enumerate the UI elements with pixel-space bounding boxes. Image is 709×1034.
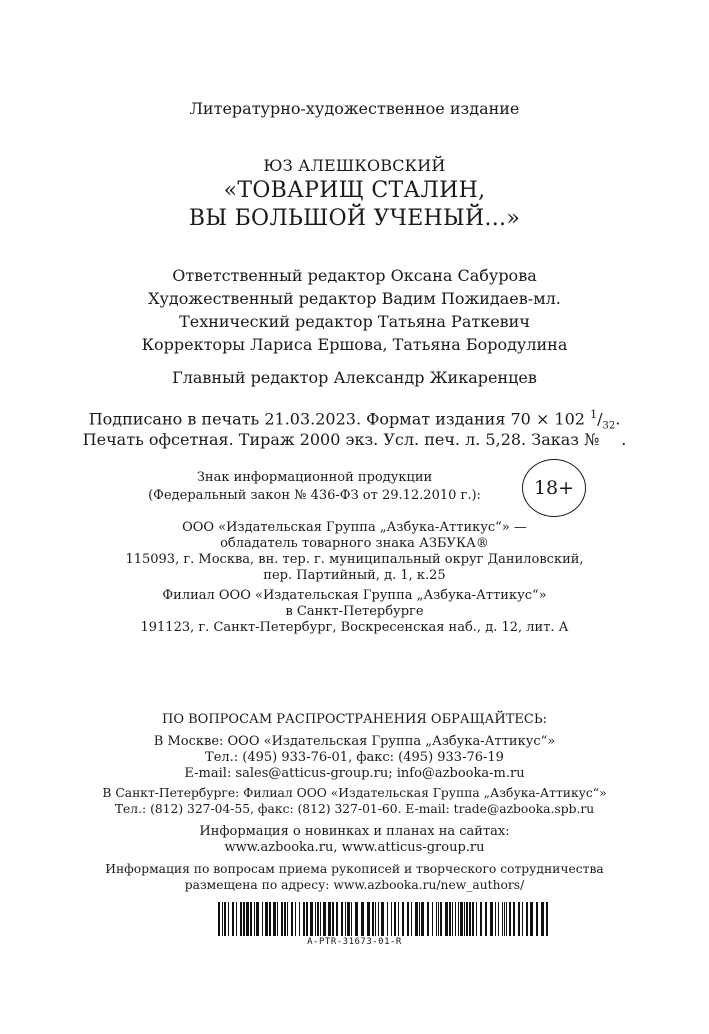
barcode-bar	[485, 902, 487, 936]
barcode-bar	[460, 902, 463, 936]
barcode-icon	[218, 902, 548, 936]
barcode-bar	[372, 902, 374, 936]
barcode-bar	[303, 902, 305, 936]
barcode-bar	[455, 902, 456, 936]
print-info-main: Подписано в печать 21.03.2023. Формат издания 70 × 102	[88, 409, 585, 429]
barcode-bar	[299, 902, 300, 936]
barcode-bar	[323, 902, 326, 936]
barcode-bar	[438, 902, 439, 936]
credit-line: Корректоры Лариса Ершова, Татьяна Бородулина	[141, 335, 568, 354]
barcode-bar	[317, 902, 319, 936]
branch-line: 191123, г. Санкт-Петербург, Воскресенская наб., д. 12, лит. А	[140, 620, 569, 635]
barcode-bar	[375, 902, 376, 936]
barcode-bar	[518, 902, 520, 936]
barcode-bar	[240, 902, 242, 936]
barcode-bar	[250, 902, 252, 936]
print-info-line-2	[0, 430, 709, 449]
barcode-bar	[513, 902, 515, 936]
moscow-contact-line: Тел.: (495) 933-76-01, факс: (495) 933-76-19	[205, 750, 504, 765]
barcode-text: A-PTR-31673-01-R	[307, 937, 402, 947]
barcode-bar	[236, 902, 237, 936]
barcode-bar	[436, 902, 437, 936]
print-info-end: .	[615, 409, 621, 429]
barcode-bar	[381, 902, 384, 936]
format-fraction-denominator: 32	[602, 420, 616, 432]
websites-line: Информация о новинках и планах на сайтах:	[199, 824, 510, 839]
barcode-bar	[218, 902, 220, 936]
publisher-line: пер. Партийный, д. 1, к.25	[263, 568, 446, 583]
barcode-bar	[310, 902, 313, 936]
barcode-bar	[541, 902, 544, 936]
barcode-bar	[265, 902, 268, 936]
manuscripts-line: Информация по вопросам приема рукописей и творческого сотрудничества	[105, 862, 604, 876]
barcode-bar	[398, 902, 399, 936]
format-fraction-numerator: 1	[590, 408, 598, 421]
barcode-bar	[469, 902, 471, 936]
barcode-bar	[328, 902, 331, 936]
book-title-line-1: «ТОВАРИЩ СТАЛИН,	[223, 178, 486, 203]
info-label-line-2: (Федеральный закон № 436-ФЗ от 29.12.2010 г.):	[148, 488, 481, 503]
barcode-bar	[476, 902, 477, 936]
barcode-bar	[536, 902, 538, 936]
moscow-contact-line: E-mail: sales@atticus-group.ru; info@azbooka-m.ru	[184, 766, 525, 781]
barcode-bar	[495, 902, 496, 936]
spb-contact-line: В Санкт-Петербурге: Филиал ООО «Издательская Группа „Азбука-Аттикус“»	[102, 786, 607, 800]
barcode-bar	[246, 902, 249, 936]
barcode-bar	[490, 902, 493, 936]
barcode-bar	[407, 902, 409, 936]
barcode-bar	[361, 902, 364, 936]
barcode-bar	[228, 902, 229, 936]
barcode-bar	[415, 902, 418, 936]
barcode-bar	[427, 902, 429, 936]
barcode-bar	[269, 902, 271, 936]
barcode-bar	[464, 902, 465, 936]
barcode-bar	[378, 902, 379, 936]
moscow-contact-line: В Москве: ООО «Издательская Группа „Азбука-Аттикус“»	[153, 734, 556, 749]
barcode-bar	[440, 902, 442, 936]
manuscripts-line: размещена по адресу: www.azbooka.ru/new_authors/	[184, 878, 525, 892]
barcode-bar	[498, 902, 499, 936]
barcode-bar	[295, 902, 296, 936]
barcode-bar	[277, 902, 278, 936]
barcode-bar	[256, 902, 259, 936]
print-info-main: Печать офсетная. Тираж 2000 экз. Усл. печ. л. 5,28. Заказ №	[82, 430, 600, 449]
barcode-bar	[502, 902, 503, 936]
barcode-bar	[445, 902, 448, 936]
branch-line: Филиал ООО «Издательская Группа „Азбука-Аттикус“»	[162, 588, 547, 603]
credit-line: Ответственный редактор Оксана Сабурова	[172, 266, 537, 285]
barcode-bar	[509, 902, 511, 936]
barcode-bar	[281, 902, 283, 936]
barcode-bar	[506, 902, 507, 936]
barcode-bar	[232, 902, 234, 936]
barcode-bar	[291, 902, 293, 936]
barcode-bar	[530, 902, 533, 936]
barcode-bar	[355, 902, 358, 936]
spb-contact-line: Тел.: (812) 327-04-55, факс: (812) 327-01-60. E-mail: trade@azbooka.spb.ru	[114, 802, 595, 816]
barcode-bar	[504, 902, 505, 936]
barcode-bar	[347, 902, 350, 936]
barcode-bar	[315, 902, 316, 936]
barcode-bar	[391, 902, 392, 936]
barcode-bar	[336, 902, 338, 936]
book-title-line-2: ВЫ БОЛЬШОЙ УЧЕНЫЙ...»	[188, 206, 521, 231]
info-label-line-1: Знак информационной продукции	[196, 470, 433, 485]
edition-type: Литературно-художественное издание	[189, 99, 520, 118]
barcode-bar	[526, 902, 528, 936]
publisher-line: обладатель товарного знака АЗБУКА®	[220, 536, 489, 551]
barcode-bar	[466, 902, 468, 936]
websites-line: www.azbooka.ru, www.atticus-group.ru	[224, 840, 485, 855]
format-fraction-separator: /	[597, 409, 603, 429]
barcode-bar	[387, 902, 388, 936]
barcode-bar	[287, 902, 288, 936]
barcode-bar	[254, 902, 255, 936]
branch-line: в Санкт-Петербурге	[285, 604, 424, 619]
barcode-bar	[332, 902, 334, 936]
barcode-bar	[458, 902, 459, 936]
barcode-bar	[522, 902, 523, 936]
barcode-bar	[262, 902, 263, 936]
print-info-line-1	[0, 408, 709, 432]
author-name: ЮЗ АЛЕШКОВСКИЙ	[263, 156, 446, 175]
barcode-bar	[402, 902, 404, 936]
barcode-bar	[419, 902, 420, 936]
barcode-bar	[449, 902, 451, 936]
barcode-bar	[341, 902, 343, 936]
barcode-bar	[367, 902, 370, 936]
barcode-bar	[351, 902, 352, 936]
print-info-end: .	[621, 430, 627, 449]
publisher-line: 115093, г. Москва, вн. тер. г. муниципальный округ Даниловский,	[125, 552, 584, 567]
age-rating-badge: 18+	[522, 459, 586, 517]
barcode-bar	[306, 902, 308, 936]
publisher-line: ООО «Издательская Группа „Азбука-Аттикус“» —	[182, 520, 527, 535]
barcode-bar	[432, 902, 433, 936]
barcode-bar	[472, 902, 474, 936]
barcode-bar	[411, 902, 412, 936]
barcode-bar	[480, 902, 482, 936]
barcode-bar	[421, 902, 424, 936]
distribution-heading: ПО ВОПРОСАМ РАСПРОСТРАНЕНИЯ ОБРАЩАЙТЕСЬ:	[161, 712, 547, 727]
barcode-bar	[224, 902, 226, 936]
credit-line: Художественный редактор Вадим Пожидаев-мл.	[148, 289, 561, 308]
barcode-bar	[284, 902, 286, 936]
chief-editor: Главный редактор Александр Жикаренцев	[172, 368, 537, 387]
barcode-bar	[452, 902, 453, 936]
barcode-bar	[394, 902, 396, 936]
barcode-bar	[222, 902, 223, 936]
barcode-bar	[243, 902, 245, 936]
credit-line: Технический редактор Татьяна Раткевич	[179, 312, 530, 331]
barcode-bar	[320, 902, 321, 936]
barcode-bar	[273, 902, 276, 936]
barcode-bar	[546, 902, 548, 936]
barcode-bar	[345, 902, 346, 936]
